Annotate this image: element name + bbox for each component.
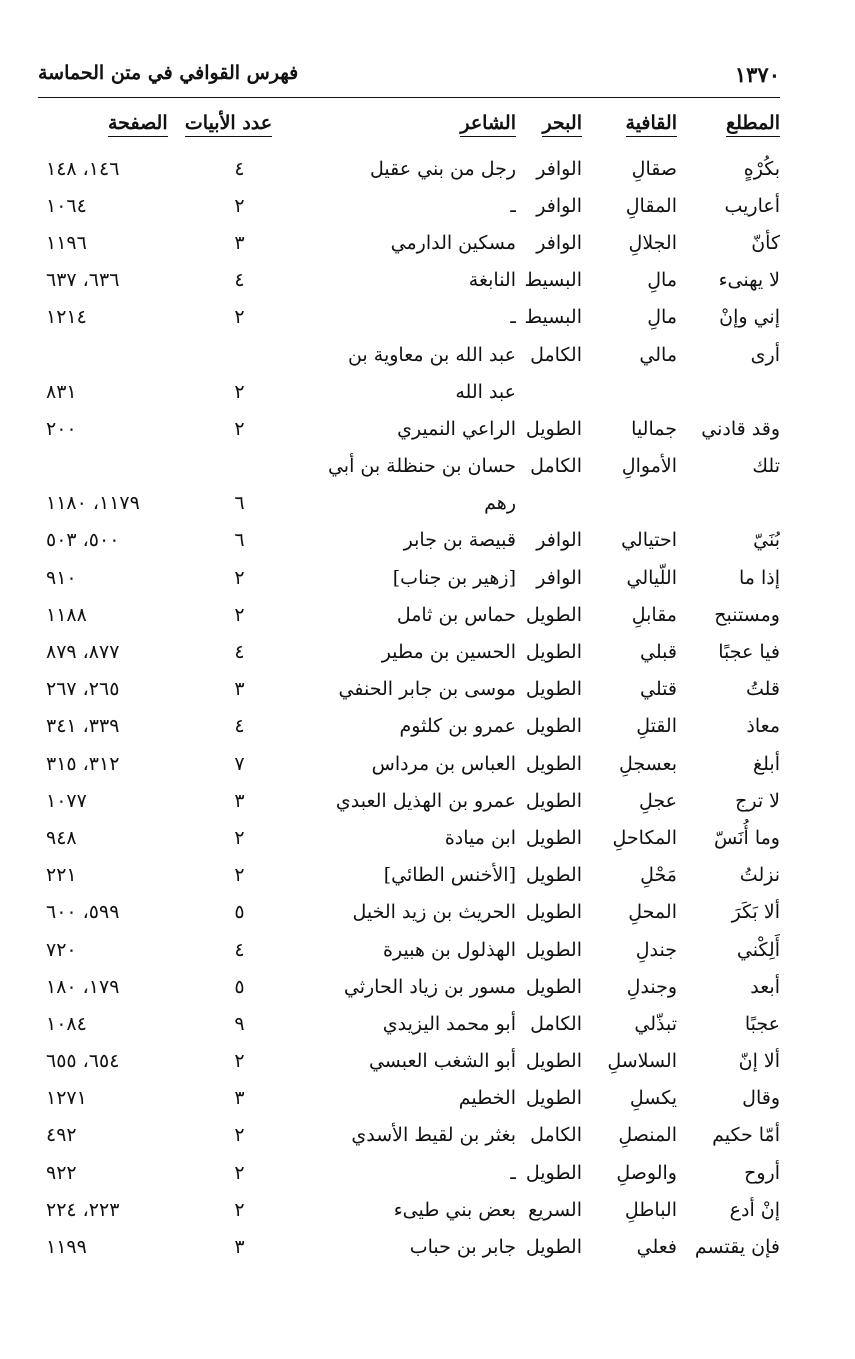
table-row [38,894,780,931]
qafiya-cell: مَحْلِ [640,864,677,887]
poet-cell: [زهير بن جناب] [392,566,516,589]
column-header-shaer: الشاعر [276,112,516,150]
page-number: ١٣٧٠ [734,62,780,87]
qafiya-cell: مالي [639,343,677,366]
bahr-cell: الكامل [530,1012,582,1035]
page-refs-cell: ٢٠٠ [46,417,77,440]
qafiya-cell: اللّيالي [626,566,677,589]
page-refs-cell: ٦٣٦، ٦٣٧ [46,269,120,292]
matla-cell: قلتُ [745,678,780,701]
matla-cell: وقال [742,1087,780,1110]
page-refs-cell: ٢٢٣، ٢٢٤ [46,1198,120,1221]
poet-cell: النابغة [468,269,516,292]
poet-cell: العباس بن مرداس [371,752,516,775]
page-refs-cell: ٨٧٧، ٨٧٩ [46,641,120,664]
poet-cell: قبيصة بن جابر [403,529,516,552]
verse-count-cell: ٤ [234,938,245,961]
verse-count-cell: ٣ [234,678,245,701]
page-refs-cell: ٣١٢، ٣١٥ [46,752,120,775]
qafiya-cell: مالِ [647,269,677,292]
page-refs-cell: ٤٩٢ [46,1124,77,1147]
table-row [38,224,780,261]
bahr-cell: الطويل [525,752,582,775]
matla-cell: عجبًا [744,1012,780,1035]
page-refs-cell: ٨٣١ [46,380,77,403]
poet-cell: ـ [510,194,516,217]
verse-count-cell: ٢ [234,826,245,849]
bahr-cell: الوافر [536,194,582,217]
page-refs-cell [38,336,181,373]
matla-cell [677,373,780,410]
qafiya-cell: تبذّلي [634,1012,677,1035]
table-row [38,559,780,596]
poet-cell: ـ [510,1161,516,1184]
bahr-cell: الطويل [525,417,582,440]
table-row [38,336,780,373]
page-refs-cell: ٩١٠ [46,566,77,589]
verse-count-cell: ٢ [234,1161,245,1184]
matla-cell: بكُرْهٍ [743,157,780,180]
bahr-cell: الطويل [525,864,582,887]
table-row [38,410,780,447]
verse-count-cell: ٦ [234,492,245,515]
page-refs-cell: ٢٦٥، ٢٦٧ [46,678,120,701]
qafiya-cell: المكاحلِ [612,826,677,849]
bahr-cell: الطويل [525,1161,582,1184]
matla-cell: أبعد [750,975,780,998]
verse-count-cell: ٥ [234,975,245,998]
matla-cell: ألا بَكَرَ [731,901,780,924]
bahr-cell: الطويل [525,641,582,664]
matla-cell: أعاريب [724,194,780,217]
verse-count-cell: ٢ [234,864,245,887]
table-row [38,373,780,410]
qafiya-cell: القتلِ [636,715,677,738]
bahr-cell: الطويل [525,715,582,738]
matla-cell: إني وإنْ [719,306,780,329]
poet-cell: مسور بن زياد الحارثي [343,975,516,998]
page-refs-cell: ١٤٦، ١٤٨ [46,157,120,180]
column-header-qafiya: القافية [582,112,677,150]
matla-cell: أبلغ [753,752,780,775]
bahr-cell: الوافر [536,529,582,552]
bahr-cell: الطويل [525,678,582,701]
poet-cell: جابر بن حباب [409,1236,516,1259]
poet-cell: الحسين بن مطير [381,641,516,664]
verse-count-cell: ٢ [234,603,245,626]
poet-cell: رجل من بني عقيل [370,157,516,180]
poet-cell: [الأخنس الطائي] [383,864,516,887]
table-row [38,1191,780,1228]
page-refs-cell: ١١٨٨ [46,603,87,626]
poet-cell: ـ [510,306,516,329]
page-refs-cell: ٥٩٩، ٦٠٠ [46,901,120,924]
qafiya-cell: احتيالي [621,529,677,552]
bahr-cell: البسيط [524,306,582,329]
column-header-count: عدد الأبيات [181,112,276,150]
qafiya-cell: الأموالِ [621,455,677,478]
table-row [38,633,780,670]
rhyme-index-table [38,112,780,1266]
matla-cell: وما أُنَسّ [714,826,780,849]
qafiya-cell [582,485,677,522]
table-row [38,1043,780,1080]
bahr-cell: الطويل [525,1050,582,1073]
qafiya-cell [582,373,677,410]
matla-cell: لا يهنىء [718,269,780,292]
verse-count-cell: ٧ [234,752,245,775]
verse-count-cell: ٢ [234,417,245,440]
verse-count-cell: ٢ [234,1124,245,1147]
bahr-cell: الوافر [536,566,582,589]
poet-cell: الحريث بن زيد الخيل [352,901,516,924]
book-title: فهرس القوافي في متن الحماسة [38,62,299,84]
table-row [38,150,780,187]
poet-cell: عمرو بن كلثوم [399,715,516,738]
column-header-matla: المطلع [677,112,780,150]
table-body [38,150,780,1266]
verse-count-cell: ٢ [234,380,245,403]
page-refs-cell: ١٠٦٤ [46,194,87,217]
qafiya-cell: المحلِ [628,901,677,924]
verse-count-cell: ٣ [234,1236,245,1259]
table-row [38,857,780,894]
poet-cell: رهم [484,492,516,515]
qafiya-cell: وجندلِ [626,975,677,998]
bahr-cell: الطويل [525,938,582,961]
matla-cell: أرى [750,343,780,366]
page-refs-cell: ٣٣٩، ٣٤١ [46,715,120,738]
verse-count-cell: ٤ [234,641,245,664]
bahr-cell [516,485,582,522]
bahr-cell: الكامل [530,1124,582,1147]
matla-cell: إذا ما [738,566,780,589]
table-row [38,782,780,819]
bahr-cell: الطويل [525,603,582,626]
table-row [38,671,780,708]
verse-count-cell [181,336,276,373]
poet-cell: أبو محمد اليزيدي [382,1012,516,1035]
column-header-bahr: البحر [516,112,582,150]
verse-count-cell: ٤ [234,269,245,292]
page-refs-cell [38,448,181,485]
table-row [38,708,780,745]
verse-count-cell: ٣ [234,231,245,254]
page-refs-cell: ١١٩٩ [46,1236,87,1259]
table-row [38,1117,780,1154]
qafiya-cell: قبلي [640,641,677,664]
page-refs-cell: ٢٢١ [46,864,77,887]
table-row [38,1005,780,1042]
running-header [38,62,780,92]
table-row [38,1228,780,1265]
qafiya-cell: الباطلِ [624,1198,677,1221]
page-refs-cell: ٧٢٠ [46,938,77,961]
poet-cell: أبو الشغب العبسي [368,1050,516,1073]
qafiya-cell: يكسلِ [629,1087,677,1110]
bahr-cell: الطويل [525,901,582,924]
verse-count-cell: ٢ [234,1198,245,1221]
verse-count-cell: ٦ [234,529,245,552]
qafiya-cell: بعسجلِ [618,752,677,775]
bahr-cell: الوافر [536,231,582,254]
table-row [38,187,780,224]
matla-cell: أروح [744,1161,780,1184]
matla-cell: وقد قادني [701,417,780,440]
verse-count-cell: ٤ [234,157,245,180]
header-rule [38,97,780,98]
page-refs-cell: ١٧٩، ١٨٠ [46,975,120,998]
verse-count-cell: ٩ [234,1012,245,1035]
table-row [38,968,780,1005]
bahr-cell: الطويل [525,826,582,849]
qafiya-cell: الجلالِ [628,231,677,254]
poet-cell: بعض بني طيىء [393,1198,516,1221]
poet-cell: عمرو بن الهذيل العبدي [335,789,516,812]
page-refs-cell: ١٢١٤ [46,306,87,329]
bahr-cell: الطويل [525,789,582,812]
qafiya-cell: صقالِ [631,157,677,180]
table-row [38,485,780,522]
bahr-cell: الوافر [536,157,582,180]
qafiya-cell: جماليا [631,417,677,440]
poet-cell: عبد الله بن معاوية بن [347,343,516,366]
matla-cell: معاذ [746,715,780,738]
matla-cell: لا ترج [735,789,780,812]
bahr-cell: الطويل [525,975,582,998]
page-refs-cell: ٦٥٤، ٦٥٥ [46,1050,120,1073]
page-refs-cell: ١١٩٦ [46,231,87,254]
bahr-cell: الطويل [525,1087,582,1110]
bahr-cell: الطويل [525,1236,582,1259]
table-row [38,1154,780,1191]
bahr-cell [516,373,582,410]
verse-count-cell: ٤ [234,715,245,738]
qafiya-cell: مالِ [647,306,677,329]
table-row [38,596,780,633]
verse-count-cell [181,448,276,485]
qafiya-cell: مقابلِ [631,603,677,626]
matla-cell: إنْ أدع [729,1198,780,1221]
table-row [38,448,780,485]
table-row [38,745,780,782]
bahr-cell: السريع [528,1198,582,1221]
poet-cell: مسكين الدارمي [390,231,516,254]
table-row [38,262,780,299]
table-row [38,931,780,968]
poet-cell: بغثر بن لقيط الأسدي [351,1124,516,1147]
verse-count-cell: ٥ [234,901,245,924]
qafiya-cell: المقالِ [625,194,677,217]
page-refs-cell: ١٢٧١ [46,1087,87,1110]
page-refs-cell: ١٠٨٤ [46,1012,87,1035]
matla-cell: فيا عجبًا [718,641,780,664]
poet-cell: الراعي النميري [397,417,516,440]
qafiya-cell: جندلِ [635,938,677,961]
matla-cell [677,485,780,522]
qafiya-cell: المنصلِ [618,1124,677,1147]
page-refs-cell: ٥٠٠، ٥٠٣ [46,529,120,552]
matla-cell: بُنَيّ [753,529,780,552]
matla-cell: أَلِكْني [736,938,780,961]
verse-count-cell: ٢ [234,1050,245,1073]
verse-count-cell: ٣ [234,789,245,812]
qafiya-cell: قتلي [640,678,677,701]
matla-cell: أمّا حكيم [712,1124,780,1147]
poet-cell: موسى بن جابر الحنفي [338,678,516,701]
matla-cell: ومستنبح [714,603,780,626]
poet-cell: حماس بن ثامل [396,603,516,626]
page-refs-cell: ٩٢٢ [46,1161,77,1184]
bahr-cell: البسيط [524,269,582,292]
matla-cell: ألا إنّ [738,1050,780,1073]
poet-cell: ابن ميادة [444,826,516,849]
page-refs-cell: ١١٧٩، ١١٨٠ [46,492,140,515]
table-row [38,819,780,856]
matla-cell: كأنّ [751,231,780,254]
qafiya-cell: فعلي [636,1236,677,1259]
matla-cell: تلك [752,455,780,478]
verse-count-cell: ٢ [234,566,245,589]
verse-count-cell: ٢ [234,306,245,329]
matla-cell: فإن يقتسم [694,1236,780,1259]
verse-count-cell: ٣ [234,1087,245,1110]
qafiya-cell: والوصلِ [616,1161,677,1184]
matla-cell: نزلتُ [739,864,780,887]
bahr-cell: الكامل [530,343,582,366]
table-row [38,299,780,336]
poet-cell: عبد الله [455,380,516,403]
qafiya-cell: عجلِ [639,789,677,812]
column-header-pages: الصفحة [38,112,181,150]
page-refs-cell: ٩٤٨ [46,826,77,849]
poet-cell: الخطيم [458,1087,516,1110]
table-row [38,522,780,559]
poet-cell: حسان بن حنظلة بن أبي [327,455,516,478]
table-row [38,1080,780,1117]
table-header-row [38,112,780,150]
qafiya-cell: السلاسلِ [607,1050,677,1073]
page-refs-cell: ١٠٧٧ [46,789,87,812]
poet-cell: الهذلول بن هبيرة [383,938,516,961]
bahr-cell: الكامل [530,455,582,478]
verse-count-cell: ٢ [234,194,245,217]
